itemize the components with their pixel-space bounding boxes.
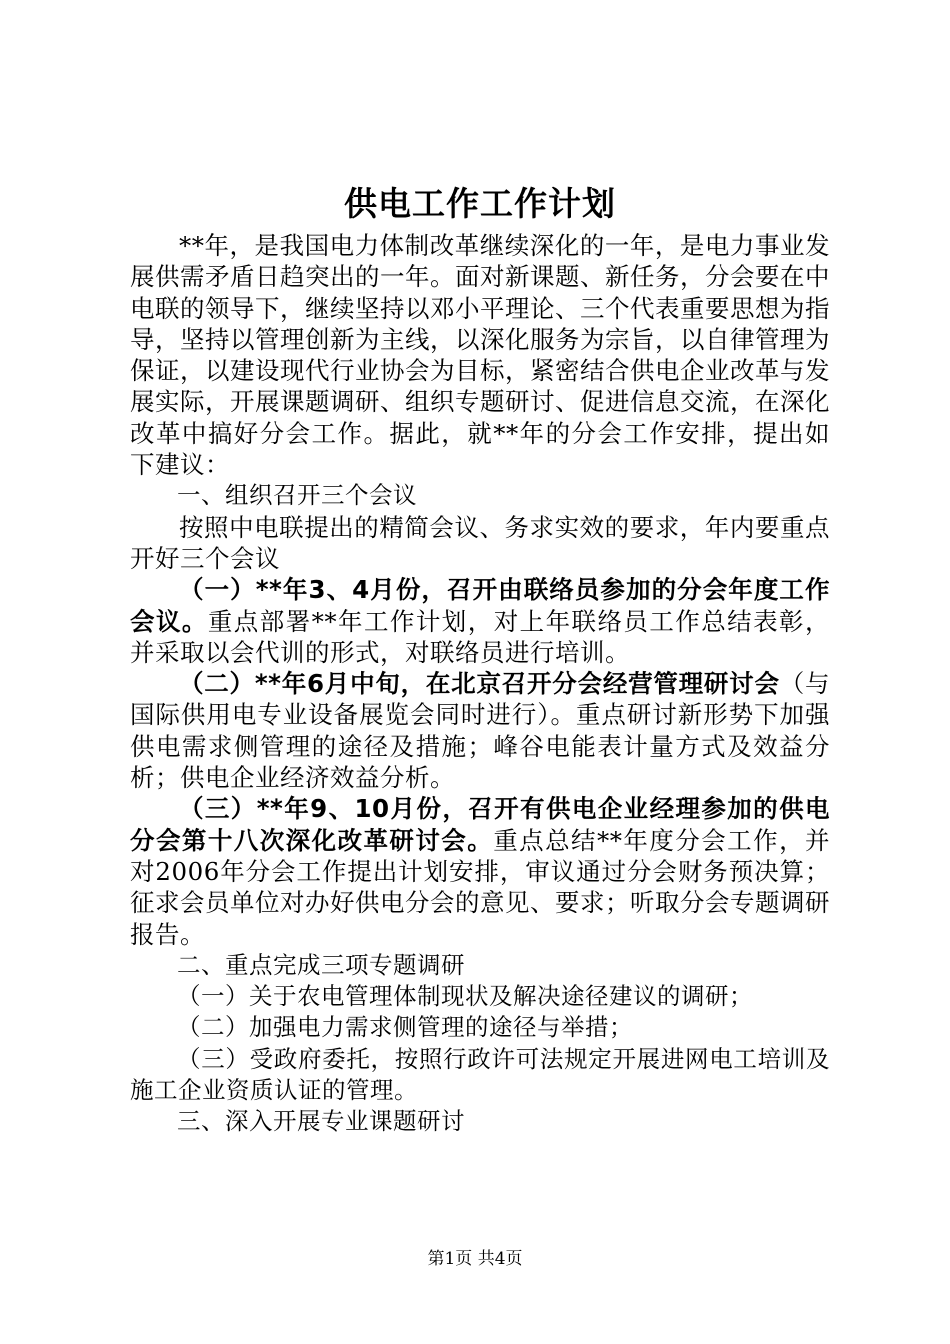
meeting-item-1-lead: （一）**年3、4月份，召开由联络员参加的分会年度工作会议。 bbox=[130, 575, 830, 636]
meeting-item-2-lead: （二）**年6月中旬，在北京召开分会经营管理研讨会 bbox=[179, 669, 780, 699]
section-heading-2: 二、重点完成三项专题调研 bbox=[177, 950, 465, 979]
meeting-item-3-lead: （三）**年9、10月份，召开有供电企业经理参加的供电分会第十八次深化改革研讨会。 bbox=[130, 794, 830, 855]
page-footer: 第1页 共4页 bbox=[427, 1249, 523, 1269]
document-page bbox=[130, 180, 830, 1138]
section-1-intro: 按照中电联提出的精简会议、务求实效的要求，年内要重点开好三个会议 bbox=[130, 512, 830, 573]
intro-paragraph: **年，是我国电力体制改革继续深化的一年，是电力事业发展供需矛盾日趋突出的一年。面对新课题、新任务，分会要在中电联的领导下，继续坚持以邓小平理论、三个代表重要思想为指导，坚持以管理创新为主线，以深化服务为宗旨，以自律管理为保证，以建设现代行业协会为目标，紧密结合供电企业改革与发展实际，开展课题调研、组织专题研讨、促进信息交流，在深化改革中搞好分会工作。据此，就**年的分会工作安排，提出如下建议： bbox=[130, 231, 830, 480]
meeting-item-3 bbox=[130, 793, 830, 949]
meeting-item-1 bbox=[130, 574, 830, 668]
meeting-item-3-text: 重点总结**年度分会工作，并对2006年分会工作提出计划安排，审议通过分会财务预决算；征求会员单位对办好供电分会的意见、要求；听取分会专题调研报告。 bbox=[130, 825, 831, 949]
document-title: 供电工作工作计划 bbox=[344, 184, 616, 223]
research-item-2: （二）加强电力需求侧管理的途径与举措； bbox=[177, 1013, 633, 1042]
research-item-3: （三）受政府委托，按照行政许可法规定开展进网电工培训及施工企业资质认证的管理。 bbox=[130, 1044, 830, 1105]
meeting-item-1-text: 重点部署**年工作计划，对上年联络员工作总结表彰，并采取以会代训的形式，对联络员进行培训。 bbox=[130, 606, 830, 667]
section-heading-1: 一、组织召开三个会议 bbox=[177, 481, 417, 510]
research-item-1: （一）关于农电管理体制现状及解决途径建议的调研； bbox=[177, 982, 753, 1011]
meeting-item-2 bbox=[130, 668, 830, 793]
meeting-item-2-text: （与国际供用电专业设备展览会同时进行）。重点研讨新形势下加强供电需求侧管理的途径及措施；峰谷电能表计量方式及效益分析；供电企业经济效益分析。 bbox=[130, 669, 831, 793]
section-heading-3: 三、深入开展专业课题研讨 bbox=[177, 1107, 465, 1136]
